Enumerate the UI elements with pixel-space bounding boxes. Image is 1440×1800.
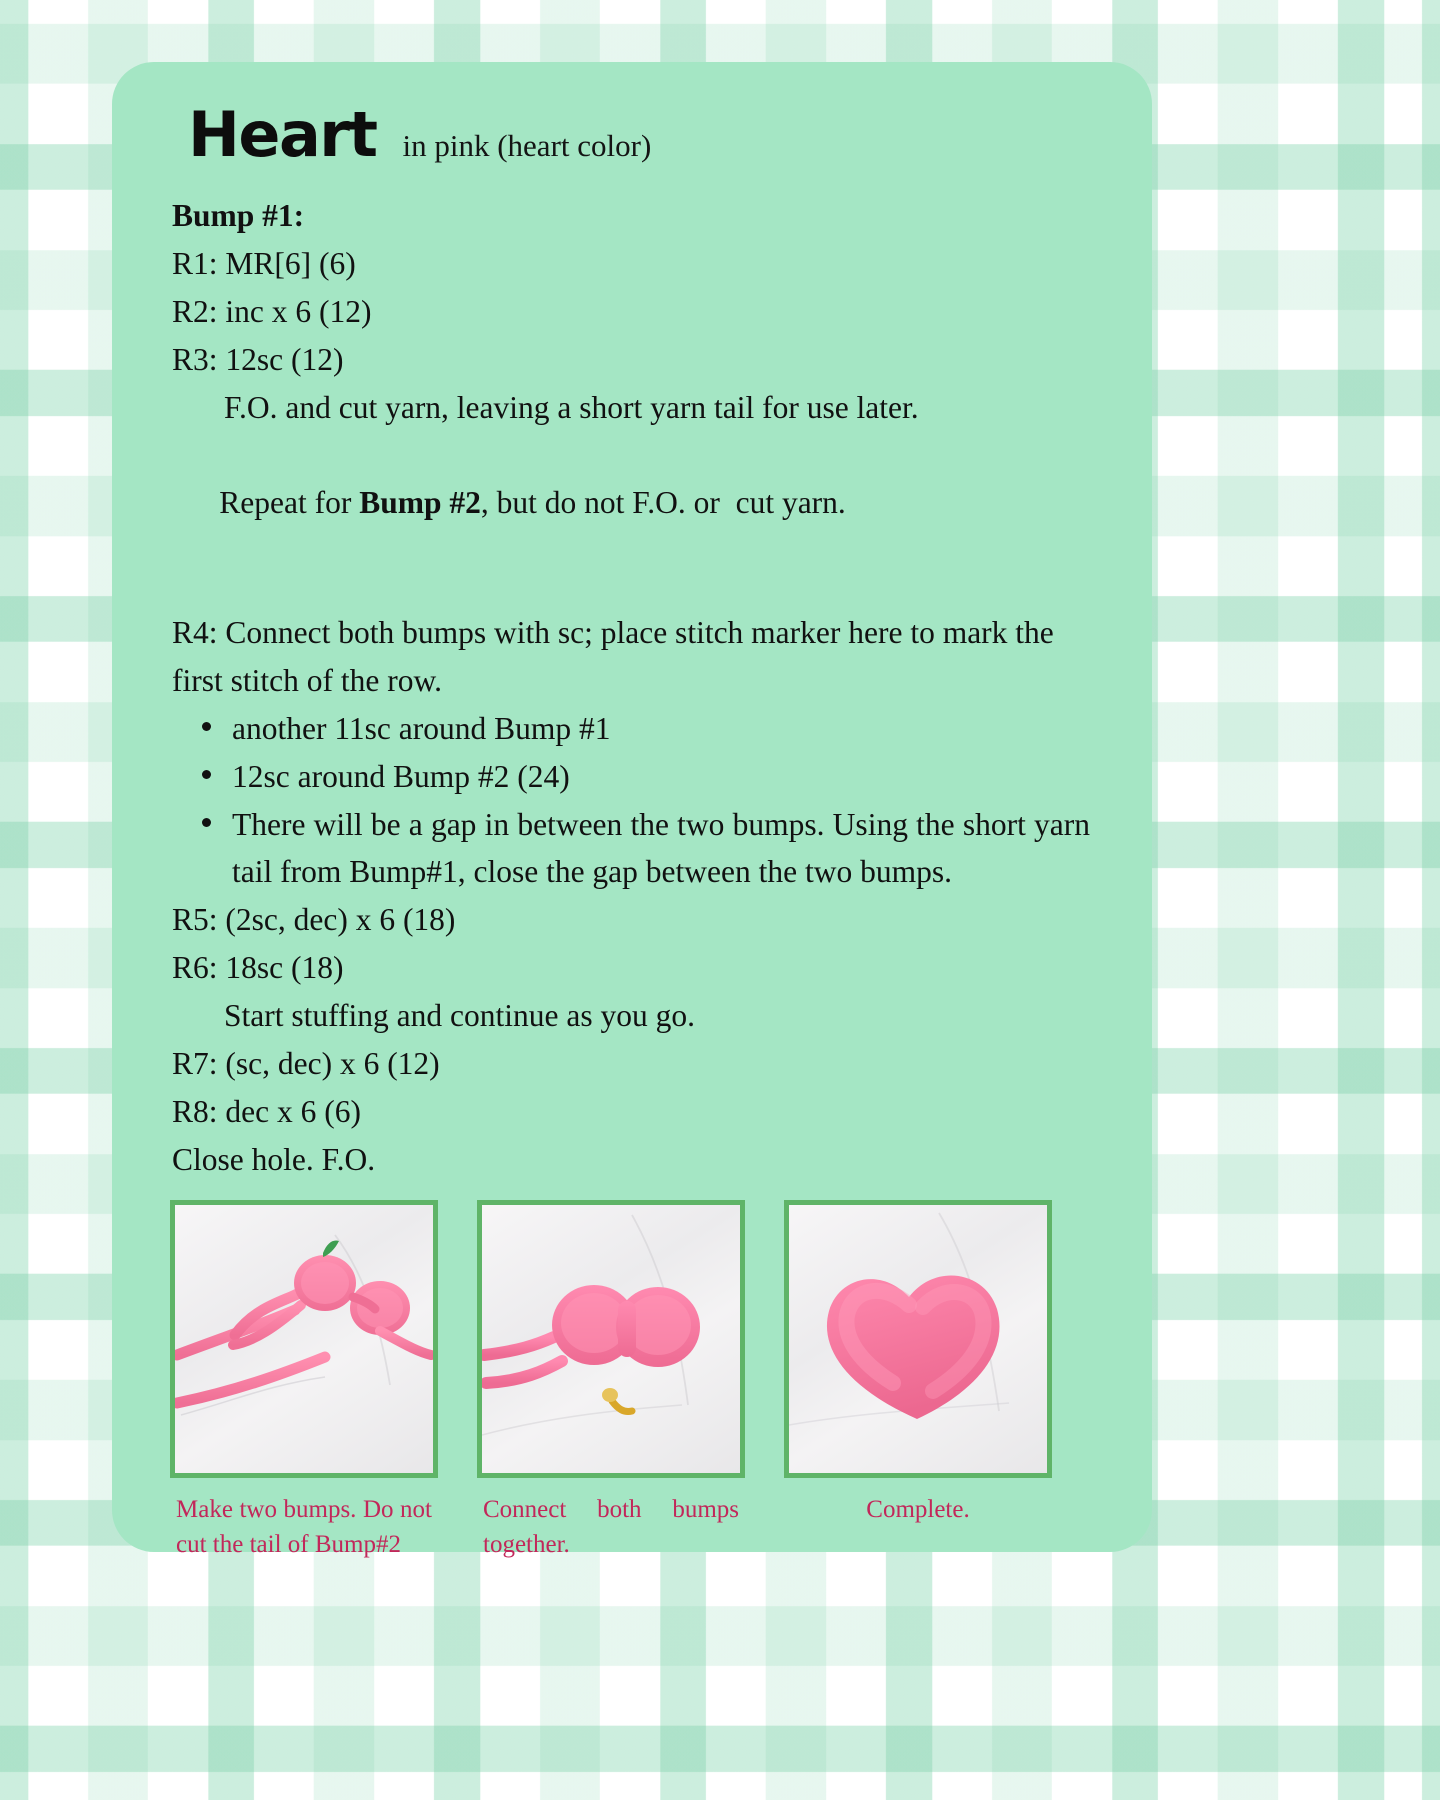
bullet-dot-icon (202, 722, 211, 731)
row-r3: R3: 12sc (12) (172, 341, 344, 377)
bullet-dot-icon (202, 770, 211, 779)
repeat-prefix: Repeat for (219, 485, 360, 521)
pattern-body (160, 192, 1104, 1184)
row-r5: R5: (2sc, dec) x 6 (18) (172, 902, 456, 938)
row-r4: R4: Connect both bumps with sc; place stitch marker here to mark the first stitch of the row. (172, 615, 1062, 698)
header (160, 98, 1104, 171)
row-r6: R6: 18sc (18) (172, 950, 344, 986)
photo-cell-1 (170, 1200, 438, 1563)
row-r7: R7: (sc, dec) x 6 (12) (172, 1045, 440, 1081)
photo-strip (160, 1200, 1104, 1563)
photo-caption-3: Complete. (866, 1495, 970, 1523)
r4-bullet-list (172, 705, 1104, 897)
photo-caption-2: Connect both bumps together. (483, 1495, 739, 1558)
repeat-suffix: , but do not F.O. or cut yarn. (480, 485, 846, 521)
section-spacer (172, 575, 1104, 609)
row-r8: R8: dec x 6 (6) (172, 1093, 361, 1129)
bump-heading (172, 192, 1104, 240)
list-item (172, 705, 1090, 753)
list-item-label: There will be a gap in between the two bumps. Using the short yarn tail from Bump#1, close the gap between the two bumps. (232, 806, 1090, 890)
photo-frame-make-two-bumps (170, 1200, 438, 1478)
photo-caption-1: Make two bumps. Do not cut the tail of Bump#2 (176, 1495, 432, 1558)
stuffing-note: Start stuffing and continue as you go. (224, 998, 695, 1033)
pattern-card (112, 62, 1152, 1558)
page-title: Heart (188, 98, 377, 171)
bullet-dot-icon (202, 818, 211, 827)
page-subtitle: in pink (heart color) (402, 128, 652, 163)
list-item-label: another 11sc around Bump #1 (232, 710, 611, 746)
photo-cell-2 (477, 1200, 745, 1563)
crochet-heart-image (789, 1205, 1047, 1473)
finish-off-note: F.O. and cut yarn, leaving a short yarn tail for use later. (224, 389, 919, 425)
row-r1: R1: MR[6] (6) (172, 245, 356, 281)
repeat-bump-label: Bump #2 (359, 485, 481, 521)
photo-frame-complete-heart (784, 1200, 1052, 1478)
list-item-label: 12sc around Bump #2 (24) (232, 758, 570, 794)
bump-heading-text: Bump #1: (172, 198, 305, 233)
repeat-bump2-note (172, 431, 1104, 575)
photo-cell-3 (784, 1200, 1052, 1563)
list-item (172, 801, 1090, 897)
crochet-two-bumps-image (175, 1205, 433, 1473)
list-item (172, 753, 1090, 801)
photo-frame-connect-bumps (477, 1200, 745, 1478)
crochet-connected-bumps-image (482, 1205, 740, 1473)
close-hole-note: Close hole. F.O. (172, 1141, 376, 1177)
row-r2: R2: inc x 6 (12) (172, 293, 372, 329)
